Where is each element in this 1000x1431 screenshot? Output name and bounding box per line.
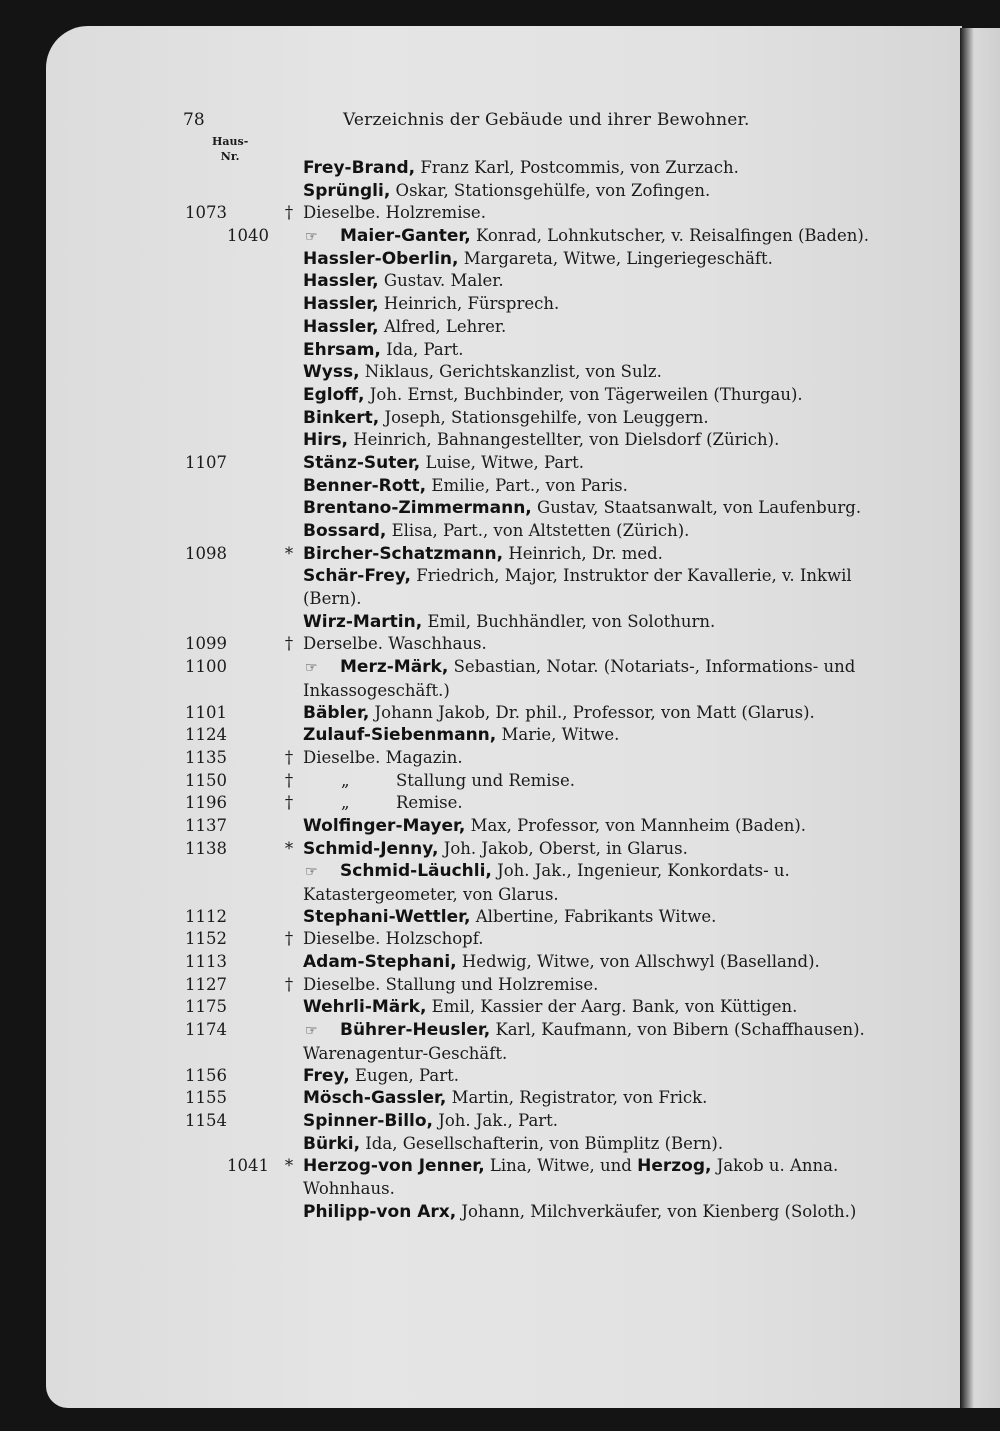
resident-name: Frey-Brand, [303, 158, 416, 178]
entry-text [303, 815, 903, 838]
dagger-mark: † [284, 974, 294, 994]
house-number: 1137 [185, 815, 227, 835]
entry-text [303, 520, 903, 543]
resident-details: Joh. Ernst, Buchbinder, von Tägerweilen (Thurgau). [364, 384, 803, 404]
entry-text [303, 497, 903, 520]
list-item [0, 770, 1000, 793]
column-label-line2: Nr. [220, 150, 240, 163]
resident-name: Bäbler, [303, 702, 370, 723]
resident-name: Wolfinger-Mayer, [303, 815, 466, 836]
asterisk-mark: * [284, 1156, 294, 1176]
entry-text [303, 747, 903, 770]
entry-text [303, 860, 903, 906]
list-item [0, 475, 1000, 498]
resident-details: Joh. Jak., Ingenieur, Konkordats- u. Katastergeometer, von Glarus. [303, 861, 790, 905]
list-item [0, 1019, 1000, 1064]
entry-text [303, 270, 903, 293]
resident-name: Brentano-Zimmermann, [303, 498, 532, 519]
page-number: 78 [183, 110, 205, 130]
resident-name: Schär-Frey, [303, 566, 411, 587]
pointing-hand-icon: ☞ [305, 660, 318, 677]
list-item [0, 906, 1000, 929]
dagger-mark: † [284, 770, 294, 790]
resident-details: Eugen, Part. [349, 1065, 459, 1085]
entry-text [303, 838, 903, 861]
resident-details: Emilie, Part., von Paris. [426, 475, 628, 495]
resident-name: Egloff, [303, 384, 365, 405]
resident-name: Wyss, [303, 362, 360, 383]
list-item [0, 497, 1000, 520]
resident-name: Herzog, [637, 1156, 712, 1177]
list-item [0, 270, 1000, 293]
list-item [0, 1201, 1000, 1224]
resident-details: Karl, Kaufmann, von Bibern (Schaffhausen). Warenagentur-Geschäft. [303, 1020, 865, 1063]
entry-text [303, 293, 903, 316]
resident-details: Margareta, Witwe, Lingeriegeschäft. [458, 248, 773, 268]
resident-name: Benner-Rott, [303, 475, 427, 496]
list-item [0, 1110, 1000, 1133]
entry-text [303, 1155, 903, 1200]
list-item [0, 202, 1000, 225]
pointing-hand-icon: ☞ [305, 1023, 318, 1040]
resident-details: Dieselbe. Holzschopf. [303, 929, 484, 949]
entry-text [303, 656, 903, 702]
column-label-line1: Haus- [212, 135, 249, 148]
resident-details: Friedrich, Major, Instruktor der Kavallerie, v. Inkwil (Bern). [303, 566, 852, 609]
list-item [0, 316, 1000, 339]
resident-name: Bircher-Schatzmann, [303, 543, 504, 564]
entry-text [303, 1133, 903, 1156]
list-item [0, 1087, 1000, 1110]
list-item [0, 633, 1000, 656]
resident-details: Konrad, Lohnkutscher, v. Reisalfingen (Baden). [470, 226, 870, 246]
resident-name: Mösch-Gassler, [303, 1088, 447, 1109]
list-item [0, 248, 1000, 271]
house-number: 1124 [185, 725, 227, 745]
resident-name: Herzog-von Jenner, [303, 1156, 485, 1177]
list-item [0, 180, 1000, 203]
resident-name: Hirs, [303, 430, 349, 451]
resident-name: Frey, [303, 1065, 350, 1086]
resident-details: Max, Professor, von Mannheim (Baden). [465, 815, 807, 835]
resident-name: Hassler, [303, 294, 379, 315]
resident-details: Oskar, Stationsgehülfe, von Zofingen. [390, 180, 711, 200]
entry-text [303, 384, 903, 407]
resident-details: Jakob u. Anna. Wohnhaus. [303, 1156, 839, 1199]
resident-name: Hassler, [303, 316, 379, 337]
resident-details: Remise. [396, 793, 463, 813]
resident-details: Martin, Registrator, von Frick. [446, 1088, 708, 1108]
house-number: 1174 [185, 1020, 227, 1040]
resident-details: Derselbe. Waschhaus. [303, 634, 487, 654]
dagger-mark: † [284, 634, 294, 654]
list-item [0, 974, 1000, 997]
resident-name: Binkert, [303, 407, 380, 428]
entry-text [303, 475, 903, 498]
resident-details: Marie, Witwe. [496, 725, 620, 745]
resident-details: Elisa, Part., von Altstetten (Zürich). [386, 521, 690, 540]
resident-name: Hassler, [303, 271, 379, 292]
resident-name: Spinner-Billo, [303, 1110, 433, 1131]
house-number: 1113 [185, 952, 227, 972]
house-number: 1135 [185, 747, 227, 767]
house-number: 1196 [185, 793, 227, 813]
page-header [183, 110, 758, 136]
entry-text [303, 906, 903, 929]
pointing-hand-icon: ☞ [305, 864, 318, 881]
list-item [0, 339, 1000, 362]
list-item [0, 429, 1000, 452]
entry-text [303, 770, 903, 793]
list-item [0, 702, 1000, 725]
entry-text [303, 928, 903, 951]
resident-details: Ida, Part. [380, 339, 464, 359]
ditto-mark: „ [341, 770, 350, 790]
entry-text [303, 792, 903, 815]
asterisk-mark: * [284, 543, 294, 563]
list-item [0, 1155, 1000, 1200]
list-item [0, 656, 1000, 701]
resident-details: Hedwig, Witwe, von Allschwyl (Baselland). [456, 952, 820, 972]
resident-name: Merz-Märk, [340, 657, 449, 678]
entry-text [303, 316, 903, 339]
list-item [0, 838, 1000, 861]
ditto-mark: „ [341, 793, 350, 813]
entry-text [303, 611, 903, 634]
house-number: 1154 [185, 1110, 227, 1130]
house-number: 1100 [185, 657, 227, 677]
list-item [0, 293, 1000, 316]
house-number: 1155 [185, 1088, 227, 1108]
entry-text [303, 429, 903, 452]
list-item [0, 724, 1000, 747]
resident-details: Dieselbe. Stallung und Holzremise. [303, 974, 599, 994]
house-number: 1099 [185, 634, 227, 654]
resident-name: Zulauf-Siebenmann, [303, 725, 497, 746]
dagger-mark: † [284, 203, 294, 223]
resident-details: Johann Jakob, Dr. phil., Professor, von Matt (Glarus). [369, 702, 815, 722]
entry-text [303, 702, 903, 725]
entry-text [303, 1019, 903, 1065]
resident-name: Wirz-Martin, [303, 611, 423, 632]
entry-text [303, 724, 903, 747]
entry-text [303, 1087, 903, 1110]
resident-details: Alfred, Lehrer. [378, 316, 507, 336]
resident-details: Emil, Buchhändler, von Solothurn. [422, 611, 716, 631]
resident-details: Franz Karl, Postcommis, von Zurzach. [415, 158, 739, 177]
resident-details: Heinrich, Bahnangestellter, von Dielsdorf (Zürich). [348, 430, 780, 450]
list-item [0, 860, 1000, 905]
resident-name: Stephani-Wettler, [303, 906, 471, 927]
list-item [0, 520, 1000, 543]
house-number: 1101 [185, 702, 227, 722]
house-number: 1175 [185, 997, 227, 1017]
house-number: 1107 [185, 452, 227, 472]
resident-details: Joh. Jakob, Oberst, in Glarus. [438, 838, 688, 858]
entry-text [303, 974, 903, 997]
list-item [0, 407, 1000, 430]
entry-text [303, 1201, 903, 1224]
list-item [0, 996, 1000, 1019]
resident-details: Heinrich, Fürsprech. [378, 294, 560, 314]
resident-details: Stallung und Remise. [396, 770, 576, 790]
dagger-mark: † [284, 793, 294, 813]
resident-name: Hassler-Oberlin, [303, 248, 459, 269]
resident-details: Lina, Witwe, und [484, 1156, 638, 1176]
entry-text [303, 543, 903, 566]
resident-details: Dieselbe. Magazin. [303, 747, 463, 767]
list-item [0, 543, 1000, 566]
house-number: 1040 [227, 226, 269, 246]
entry-text [303, 1065, 903, 1088]
house-number: 1127 [185, 974, 227, 994]
house-number: 1138 [185, 838, 227, 858]
dagger-mark: † [284, 929, 294, 949]
list-item [0, 928, 1000, 951]
list-item [0, 157, 1000, 180]
dagger-mark: † [284, 747, 294, 767]
resident-name: Philipp-von Arx, [303, 1201, 457, 1222]
list-item [0, 452, 1000, 475]
pointing-hand-icon: ☞ [305, 229, 318, 246]
list-item [0, 361, 1000, 384]
entry-text [303, 996, 903, 1019]
resident-details: Ida, Gesellschafterin, von Bümplitz (Bern). [360, 1133, 724, 1153]
resident-name: Ehrsam, [303, 339, 381, 360]
resident-list [0, 157, 1000, 1223]
resident-details: Johann, Milchverkäufer, von Kienberg (Soloth.) [456, 1201, 857, 1221]
resident-details: Albertine, Fabrikants Witwe. [470, 906, 717, 926]
resident-name: Wehrli-Märk, [303, 997, 427, 1018]
resident-details: Joh. Jak., Part. [433, 1110, 559, 1130]
resident-details: Niklaus, Gerichtskanzlist, von Sulz. [359, 362, 662, 382]
entry-text [303, 951, 903, 974]
house-number: 1152 [185, 929, 227, 949]
list-item [0, 951, 1000, 974]
resident-details: Gustav, Staatsanwalt, von Laufenburg. [531, 498, 862, 518]
entry-text [303, 565, 903, 610]
resident-name: Bührer-Heusler, [340, 1020, 491, 1041]
resident-name: Sprüngli, [303, 180, 391, 201]
house-number: 1073 [185, 203, 227, 223]
resident-name: Schmid-Jenny, [303, 838, 439, 859]
entry-text [303, 202, 903, 225]
entry-text [303, 407, 903, 430]
entry-text [303, 339, 903, 362]
list-item [0, 747, 1000, 770]
list-item [0, 225, 1000, 248]
entry-text [303, 248, 903, 271]
resident-name: Bossard, [303, 521, 387, 541]
asterisk-mark: * [284, 838, 294, 858]
list-item [0, 1133, 1000, 1156]
house-number: 1156 [185, 1065, 227, 1085]
resident-name: Stänz-Suter, [303, 452, 421, 473]
resident-details: Sebastian, Notar. (Notariats-, Informations- und Inkassogeschäft.) [303, 657, 856, 700]
list-item [0, 611, 1000, 634]
resident-details: Dieselbe. Holzremise. [303, 203, 486, 223]
resident-name: Adam-Stephani, [303, 952, 457, 973]
list-item [0, 384, 1000, 407]
house-number: 1112 [185, 906, 227, 926]
entry-text [303, 452, 903, 475]
running-head: Verzeichnis der Gebäude und ihrer Bewohner. [343, 110, 750, 130]
entry-text [303, 361, 903, 384]
list-item [0, 792, 1000, 815]
resident-name: Maier-Ganter, [340, 226, 471, 247]
resident-details: Emil, Kassier der Aarg. Bank, von Küttigen. [426, 997, 798, 1017]
house-number: 1150 [185, 770, 227, 790]
resident-name: Schmid-Läuchli, [340, 861, 492, 882]
resident-details: Luise, Witwe, Part. [420, 452, 584, 472]
resident-details: Joseph, Stationsgehilfe, von Leuggern. [379, 407, 709, 427]
entry-text [303, 225, 903, 249]
resident-name: Bürki, [303, 1133, 361, 1154]
entry-text [303, 633, 903, 656]
entry-text [303, 1110, 903, 1133]
resident-details: Gustav. Maler. [378, 271, 504, 291]
resident-details: Heinrich, Dr. med. [503, 543, 663, 563]
house-number: 1098 [185, 543, 227, 563]
list-item [0, 565, 1000, 610]
entry-text [303, 180, 903, 203]
list-item [0, 815, 1000, 838]
list-item [0, 1065, 1000, 1088]
house-number: 1041 [227, 1156, 269, 1176]
entry-text [303, 157, 903, 180]
